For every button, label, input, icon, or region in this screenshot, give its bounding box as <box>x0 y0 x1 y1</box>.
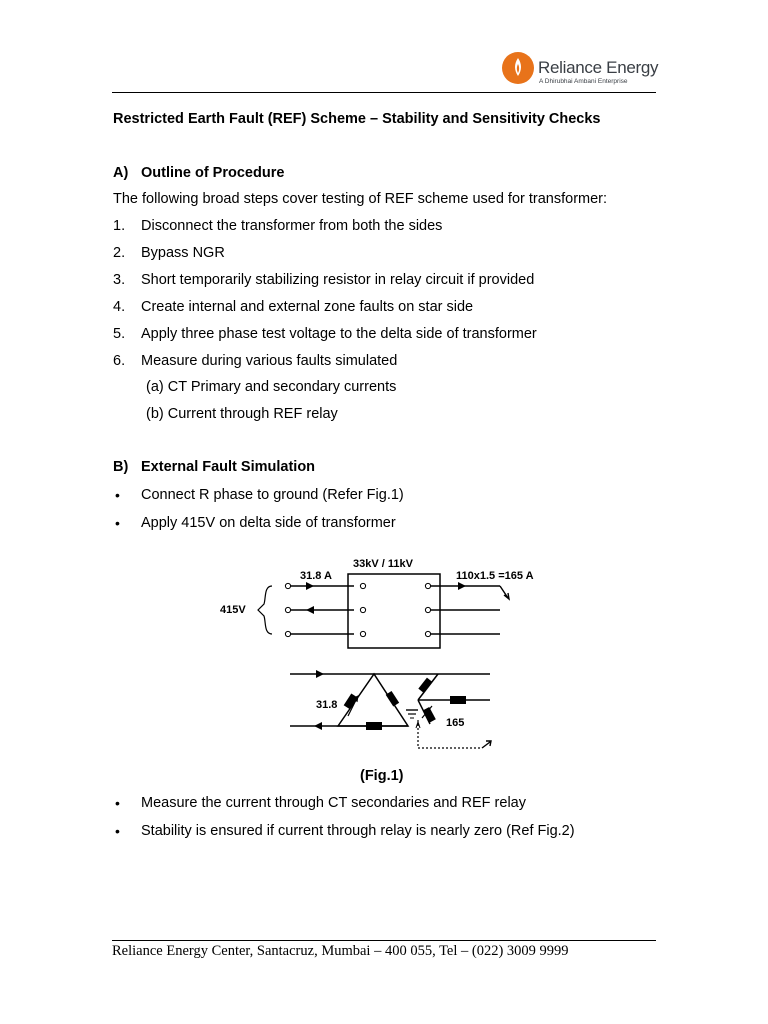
section-a-intro: The following broad steps cover testing of REF scheme used for transformer: <box>113 191 608 207</box>
step-text: Disconnect the transformer from both the sides <box>141 218 443 234</box>
figure-caption: (Fig.1) <box>360 768 404 784</box>
step-text: Short temporarily stabilizing resistor in relay circuit if provided <box>141 272 535 288</box>
step-number: 4. <box>113 299 126 315</box>
bullet-text: Apply 415V on delta side of transformer <box>141 515 396 531</box>
fig1-diagram <box>208 546 558 760</box>
step-number: 2. <box>113 245 126 261</box>
logo-tagline: A Dhirubhai Ambani Enterprise <box>539 78 628 85</box>
logo-name: Reliance Energy <box>538 58 659 77</box>
footer-address: Reliance Energy Center, Santacruz, Mumbai – 400 055, Tel – (022) 3009 9999 <box>112 943 569 959</box>
step-text: Bypass NGR <box>141 245 225 261</box>
bullet-icon: • <box>115 487 120 503</box>
section-b-heading: External Fault Simulation <box>141 459 316 475</box>
delta-current-label: 31.8 <box>316 699 338 711</box>
star-current-label: 165 <box>446 717 465 729</box>
bullet-text: Stability is ensured if current through relay is nearly zero (Ref Fig.2) <box>141 823 575 839</box>
step-number: 6. <box>113 353 126 369</box>
document-title: Restricted Earth Fault (REF) Scheme – Stability and Sensitivity Checks <box>113 111 601 127</box>
step-text: Measure during various faults simulated <box>141 353 398 369</box>
brace-icon <box>258 586 272 634</box>
step-number: 5. <box>113 326 126 342</box>
input-current-label: 31.8 A <box>300 570 333 582</box>
output-current-label: 110x1.5 =165 A <box>456 570 534 582</box>
substep-text: (b) Current through REF relay <box>146 406 338 422</box>
step-text: Create internal and external zone faults on star side <box>141 299 474 315</box>
section-a-label: A) <box>113 165 129 181</box>
section-b-label: B) <box>113 459 129 475</box>
bullet-text: Connect R phase to ground (Refer Fig.1) <box>141 487 404 503</box>
substep-text: (a) CT Primary and secondary currents <box>146 379 397 395</box>
step-number: 3. <box>113 272 126 288</box>
footer-divider <box>112 940 656 941</box>
bullet-icon: • <box>115 823 120 839</box>
company-logo <box>500 50 536 86</box>
step-number: 1. <box>113 218 126 234</box>
section-a-heading: Outline of Procedure <box>141 165 285 181</box>
bullet-text: Measure the current through CT secondaries and REF relay <box>141 795 526 811</box>
transformer-rating-label: 33kV / 11kV <box>353 558 413 570</box>
supply-voltage-label: 415V <box>220 604 246 616</box>
flame-logo-icon <box>500 50 536 86</box>
step-text: Apply three phase test voltage to the delta side of transformer <box>141 326 537 342</box>
bullet-icon: • <box>115 795 120 811</box>
bullet-icon: • <box>115 515 120 531</box>
header-divider <box>112 92 656 93</box>
